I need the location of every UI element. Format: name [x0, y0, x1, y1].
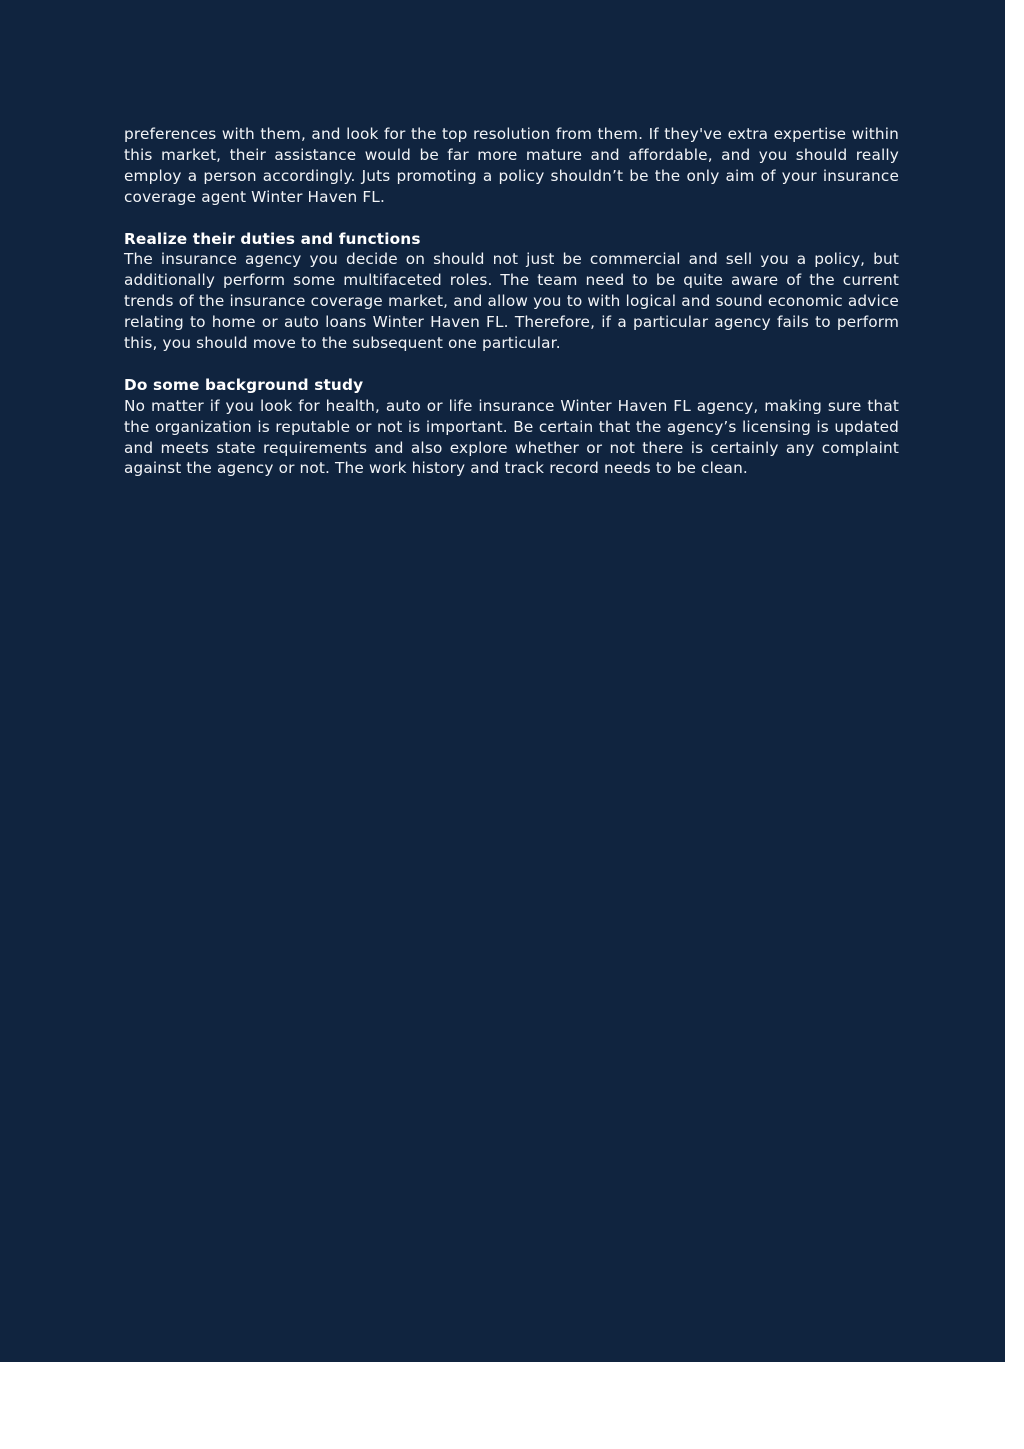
- paragraph-spacer: [124, 354, 899, 375]
- paragraph-spacer: [124, 208, 899, 229]
- section-body-background: No matter if you look for health, auto or life insurance Winter Haven FL agency, making sure that the organization is reputable or not is important. Be certain that the agency’s licensing is updated and meets state requirements and also explore whether or not there is certainly any complaint against the agency or not. The work history and track record needs to be clean.: [124, 396, 899, 478]
- intro-paragraph: preferences with them, and look for the top resolution from them. If they've extra expertise within this market, their assistance would be far more mature and affordable, and you should really employ a person accordingly. Juts promoting a policy shouldn’t be the only aim of your insurance coverage agent Winter Haven FL.: [124, 125, 899, 206]
- section-heading-duties: Realize their duties and functions: [124, 229, 421, 248]
- section-body-duties: The insurance agency you decide on should not just be commercial and sell you a policy, but additionally perform some multifaceted roles. The team need to be quite aware of the current trends of the insurance coverage market, and allow you to with logical and sound economic advice relating to home or auto loans Winter Haven FL. Therefore, if a particular agency fails to perform this, you should move to the subsequent one particular.: [124, 250, 899, 353]
- document-content: [124, 124, 899, 479]
- section-heading-background: Do some background study: [124, 375, 364, 394]
